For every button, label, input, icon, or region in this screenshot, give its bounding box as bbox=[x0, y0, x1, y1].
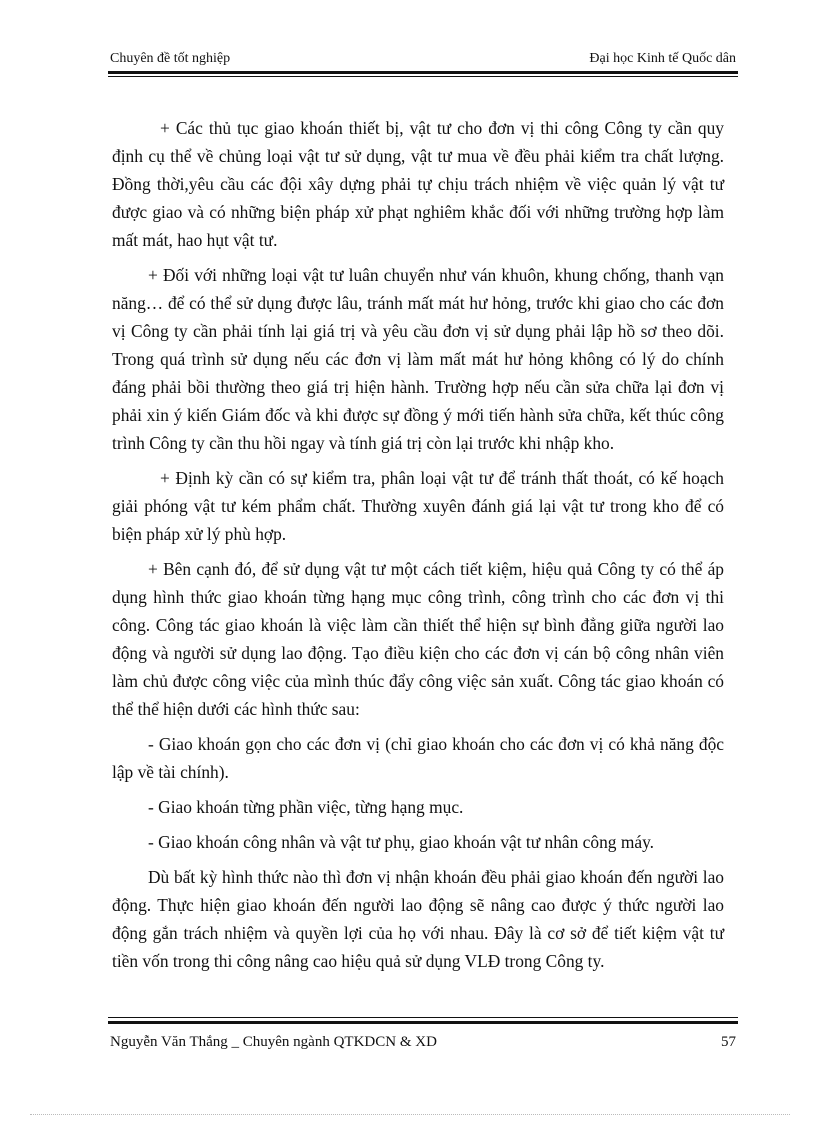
list-item-3: - Giao khoán công nhân và vật tư phụ, giao khoán vật tư nhân công máy. bbox=[148, 832, 654, 852]
paragraph-1: + Các thủ tục giao khoán thiết bị, vật tư cho đơn vị thi công Công ty cần quy định cụ thể về chủng loại vật tư sử dụng, vật tư mua về đều phải kiểm tra chất lượng. Đồng thời,yêu cầu các đội xây dựng phải tự chịu trách nhiệm về việc quản lý vật tư được giao và có những biện pháp xử phạt nghiêm khắc đối với những trường hợp làm mất mát, hao hụt vật tư. bbox=[112, 118, 724, 250]
paragraph-5: Dù bất kỳ hình thức nào thì đơn vị nhận khoán đều phải giao khoán đến người lao động. Thực hiện giao khoán đến người lao động sẽ nâng cao được ý thức người lao động gắn trách nhiệm và quyền lợi của họ với nhau. Đây là cơ sở để tiết kiệm vật tư tiền vốn trong thi công nâng cao hiệu quả sử dụng VLĐ trong Công ty. bbox=[112, 867, 724, 971]
paragraph-3: + Định kỳ cần có sự kiểm tra, phân loại vật tư để tránh thất thoát, có kế hoạch giải phóng vật tư kém phẩm chất. Thường xuyên đánh giá lại vật tư trong kho để có biện pháp xử lý phù hợp. bbox=[112, 468, 724, 544]
footer-rule-thin bbox=[108, 1017, 738, 1018]
page-footer bbox=[108, 1034, 738, 1056]
paragraph-4: + Bên cạnh đó, để sử dụng vật tư một cách tiết kiệm, hiệu quả Công ty có thể áp dụng hình thức giao khoán từng hạng mục công trình, công trình cho các đơn vị thi công. Công tác giao khoán là việc làm cần thiết thể hiện sự bình đẳng giữa người lao động và người sử dụng lao động. Tạo điều kiện cho các đơn vị cán bộ công nhân viên làm chủ được công việc của mình thúc đẩy công việc sản xuất. Công tác giao khoán có thể thể hiện dưới các hình thức sau: bbox=[112, 559, 724, 719]
header-left-text: Chuyên đề tốt nghiệp bbox=[110, 51, 231, 66]
footer-author: Nguyễn Văn Thắng _ Chuyên ngành QTKDCN & XD bbox=[110, 1034, 437, 1050]
page-header bbox=[108, 51, 738, 71]
header-rule-thick bbox=[108, 71, 738, 74]
list-item-1: - Giao khoán gọn cho các đơn vị (chỉ giao khoán cho các đơn vị có khả năng độc lập về tài chính). bbox=[112, 734, 724, 782]
list-item-2: - Giao khoán từng phần việc, từng hạng mục. bbox=[148, 797, 464, 817]
body-text bbox=[112, 114, 724, 982]
header-rule-thin bbox=[108, 76, 738, 77]
footer-rule-thick bbox=[108, 1021, 738, 1024]
paragraph-2: + Đối với những loại vật tư luân chuyển như ván khuôn, khung chống, thanh vạn năng… để có thể sử dụng được lâu, tránh mất mát hư hỏng, trước khi giao cho các đơn vị Công ty cần phải tính lại giá trị và yêu cầu đơn vị sử dụng phải lập hồ sơ theo dõi. Trong quá trình sử dụng nếu các đơn vị làm mất mát hư hỏng không có lý do chính đáng phải bồi thường theo giá trị hiện hành. Trường hợp nếu cần sửa chữa lại đơn vị phải xin ý kiến Giám đốc và khi được sự đồng ý mới tiến hành sửa chữa, kết thúc công trình Công ty cần thu hồi ngay và tính giá trị còn lại trước khi nhập kho. bbox=[112, 265, 724, 453]
page-number: 57 bbox=[721, 1034, 736, 1050]
bottom-dotted-line bbox=[30, 1114, 790, 1115]
header-right-text: Đại học Kinh tế Quốc dân bbox=[589, 51, 736, 66]
